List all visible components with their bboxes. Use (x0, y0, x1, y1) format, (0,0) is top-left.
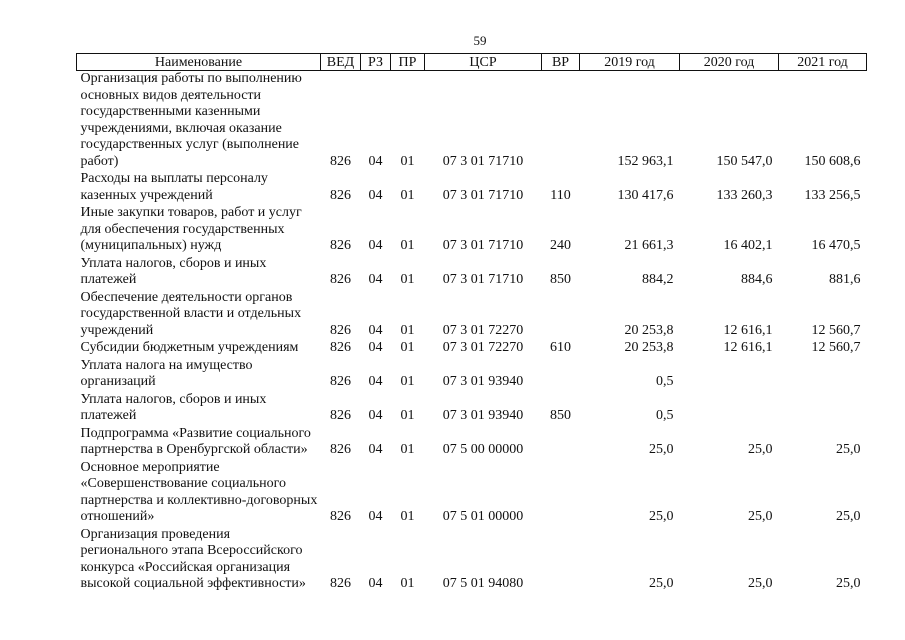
row-name: Уплата налогов, сборов и иных платежей (80, 255, 267, 287)
row-2021: 25,0 (836, 442, 861, 457)
header-ved: ВЕД (321, 54, 361, 71)
row-pr: 01 (400, 238, 415, 253)
table-row (77, 426, 867, 460)
table-header-row (77, 54, 867, 71)
row-vr: 110 (550, 187, 571, 203)
row-2020: 25,0 (748, 576, 773, 591)
table-row (77, 256, 867, 290)
row-csr: 07 3 01 72270 (442, 340, 524, 355)
row-pr: 01 (400, 153, 415, 169)
row-name: Расходы на выплаты персоналу казенных учреждений (80, 171, 268, 203)
row-2021: 16 470,5 (811, 238, 861, 253)
header-rz: РЗ (361, 54, 391, 71)
row-2019: 25,0 (649, 509, 674, 524)
row-pr: 01 (400, 576, 415, 591)
row-csr: 07 5 01 94080 (442, 576, 524, 591)
budget-table (76, 53, 867, 594)
row-rz: 04 (368, 408, 383, 423)
row-name: Обеспечение деятельности органов государственной власти и отдельных учреждений (80, 289, 302, 338)
header-pr: ПР (391, 54, 425, 71)
row-rz: 04 (368, 322, 383, 338)
row-csr: 07 3 01 71710 (442, 238, 524, 253)
row-2020 (680, 392, 779, 426)
row-2020: 133 260,3 (716, 187, 773, 203)
row-csr: 07 3 01 71710 (442, 272, 524, 287)
row-pr: 01 (400, 340, 415, 355)
row-csr: 07 3 01 71710 (442, 187, 524, 203)
row-csr: 07 3 01 93940 (442, 374, 524, 389)
row-pr: 01 (400, 187, 415, 203)
row-rz: 04 (368, 576, 383, 591)
row-2021: 133 256,5 (804, 187, 861, 203)
row-ved: 826 (330, 509, 351, 524)
row-2021: 12 560,7 (811, 322, 861, 338)
row-vr (542, 290, 580, 341)
row-name: Субсидии бюджетным учреждениям (80, 340, 299, 355)
header-vr: ВР (542, 54, 580, 71)
row-ved: 826 (330, 238, 351, 253)
row-2020: 12 616,1 (723, 322, 773, 338)
row-csr: 07 3 01 71710 (442, 153, 524, 169)
table-row (77, 340, 867, 358)
row-pr: 01 (400, 442, 415, 457)
row-2019: 0,5 (656, 374, 674, 389)
table-row (77, 460, 867, 527)
row-vr (542, 426, 580, 460)
row-rz: 04 (368, 153, 383, 169)
header-2021: 2021 год (779, 54, 867, 71)
row-vr (542, 358, 580, 392)
header-2019: 2019 год (580, 54, 680, 71)
row-csr: 07 5 01 00000 (442, 509, 524, 524)
row-name: Основное мероприятие «Совершенствование социального партнерства и коллективно-договорных отношений» (80, 459, 318, 524)
row-2019: 20 253,8 (624, 340, 674, 355)
table-row (77, 171, 867, 205)
row-ved: 826 (330, 272, 351, 287)
row-rz: 04 (368, 442, 383, 457)
row-2019: 20 253,8 (624, 322, 674, 338)
page-number: 59 (473, 33, 487, 48)
row-csr: 07 3 01 93940 (442, 408, 524, 423)
row-2020: 150 547,0 (716, 153, 773, 169)
row-2021: 12 560,7 (811, 340, 861, 355)
row-name: Уплата налогов, сборов и иных платежей (80, 391, 267, 423)
row-2021: 881,6 (829, 272, 861, 287)
row-name: Организация проведения регионального этапа Всероссийского конкурса «Российская организация высокой социальной эффективности» (80, 526, 306, 591)
row-2019: 25,0 (649, 442, 674, 457)
row-2020: 884,6 (741, 272, 773, 287)
row-ved: 826 (330, 374, 351, 389)
row-2019: 884,2 (642, 272, 674, 287)
row-vr: 610 (550, 340, 571, 355)
row-pr: 01 (400, 509, 415, 524)
row-ved: 826 (330, 576, 351, 591)
row-csr: 07 3 01 72270 (442, 322, 524, 338)
row-2019: 25,0 (649, 576, 674, 591)
row-name: Подпрограмма «Развитие социального партнерства в Оренбургской области» (80, 425, 311, 457)
row-ved: 826 (330, 153, 351, 169)
row-2020: 25,0 (748, 509, 773, 524)
row-rz: 04 (368, 187, 383, 203)
header-csr: ЦСР (425, 54, 542, 71)
row-2019: 130 417,6 (617, 187, 674, 203)
table-row (77, 290, 867, 341)
table-row (77, 205, 867, 256)
row-2020: 25,0 (748, 442, 773, 457)
header-2020: 2020 год (680, 54, 779, 71)
row-csr: 07 5 00 00000 (442, 442, 524, 457)
row-rz: 04 (368, 374, 383, 389)
row-pr: 01 (400, 272, 415, 287)
row-pr: 01 (400, 408, 415, 423)
row-name: Организация работы по выполнению основных видов деятельности государственными казенными учреждениями, включая оказание государственных услуг (выполнение работ) (80, 71, 302, 169)
row-rz: 04 (368, 340, 383, 355)
row-ved: 826 (330, 187, 351, 203)
row-2021: 150 608,6 (804, 153, 861, 169)
row-2020: 12 616,1 (723, 340, 773, 355)
row-name: Уплата налога на имущество организаций (80, 357, 253, 389)
row-pr: 01 (400, 374, 415, 389)
row-2021: 25,0 (836, 576, 861, 591)
row-ved: 826 (330, 442, 351, 457)
table-row (77, 527, 867, 594)
row-rz: 04 (368, 272, 383, 287)
row-ved: 826 (330, 408, 351, 423)
row-vr: 850 (550, 272, 571, 287)
table-row (77, 71, 867, 172)
row-ved: 826 (330, 340, 351, 355)
row-2019: 0,5 (656, 408, 674, 423)
row-vr: 240 (550, 238, 571, 253)
row-vr (542, 71, 580, 172)
table-row (77, 392, 867, 426)
row-2021 (779, 358, 867, 392)
row-vr (542, 527, 580, 594)
row-rz: 04 (368, 509, 383, 524)
row-2020: 16 402,1 (723, 238, 773, 253)
row-pr: 01 (400, 322, 415, 338)
row-2020 (680, 358, 779, 392)
row-vr: 850 (550, 408, 571, 423)
row-2019: 152 963,1 (617, 153, 674, 169)
row-vr (542, 460, 580, 527)
row-2021 (779, 392, 867, 426)
row-ved: 826 (330, 322, 351, 338)
header-name: Наименование (77, 54, 321, 71)
row-name: Иные закупки товаров, работ и услуг для обеспечения государственных (муниципальных) нужд (80, 205, 302, 253)
row-2019: 21 661,3 (624, 238, 674, 253)
row-rz: 04 (368, 238, 383, 253)
table-row (77, 358, 867, 392)
row-2021: 25,0 (836, 509, 861, 524)
